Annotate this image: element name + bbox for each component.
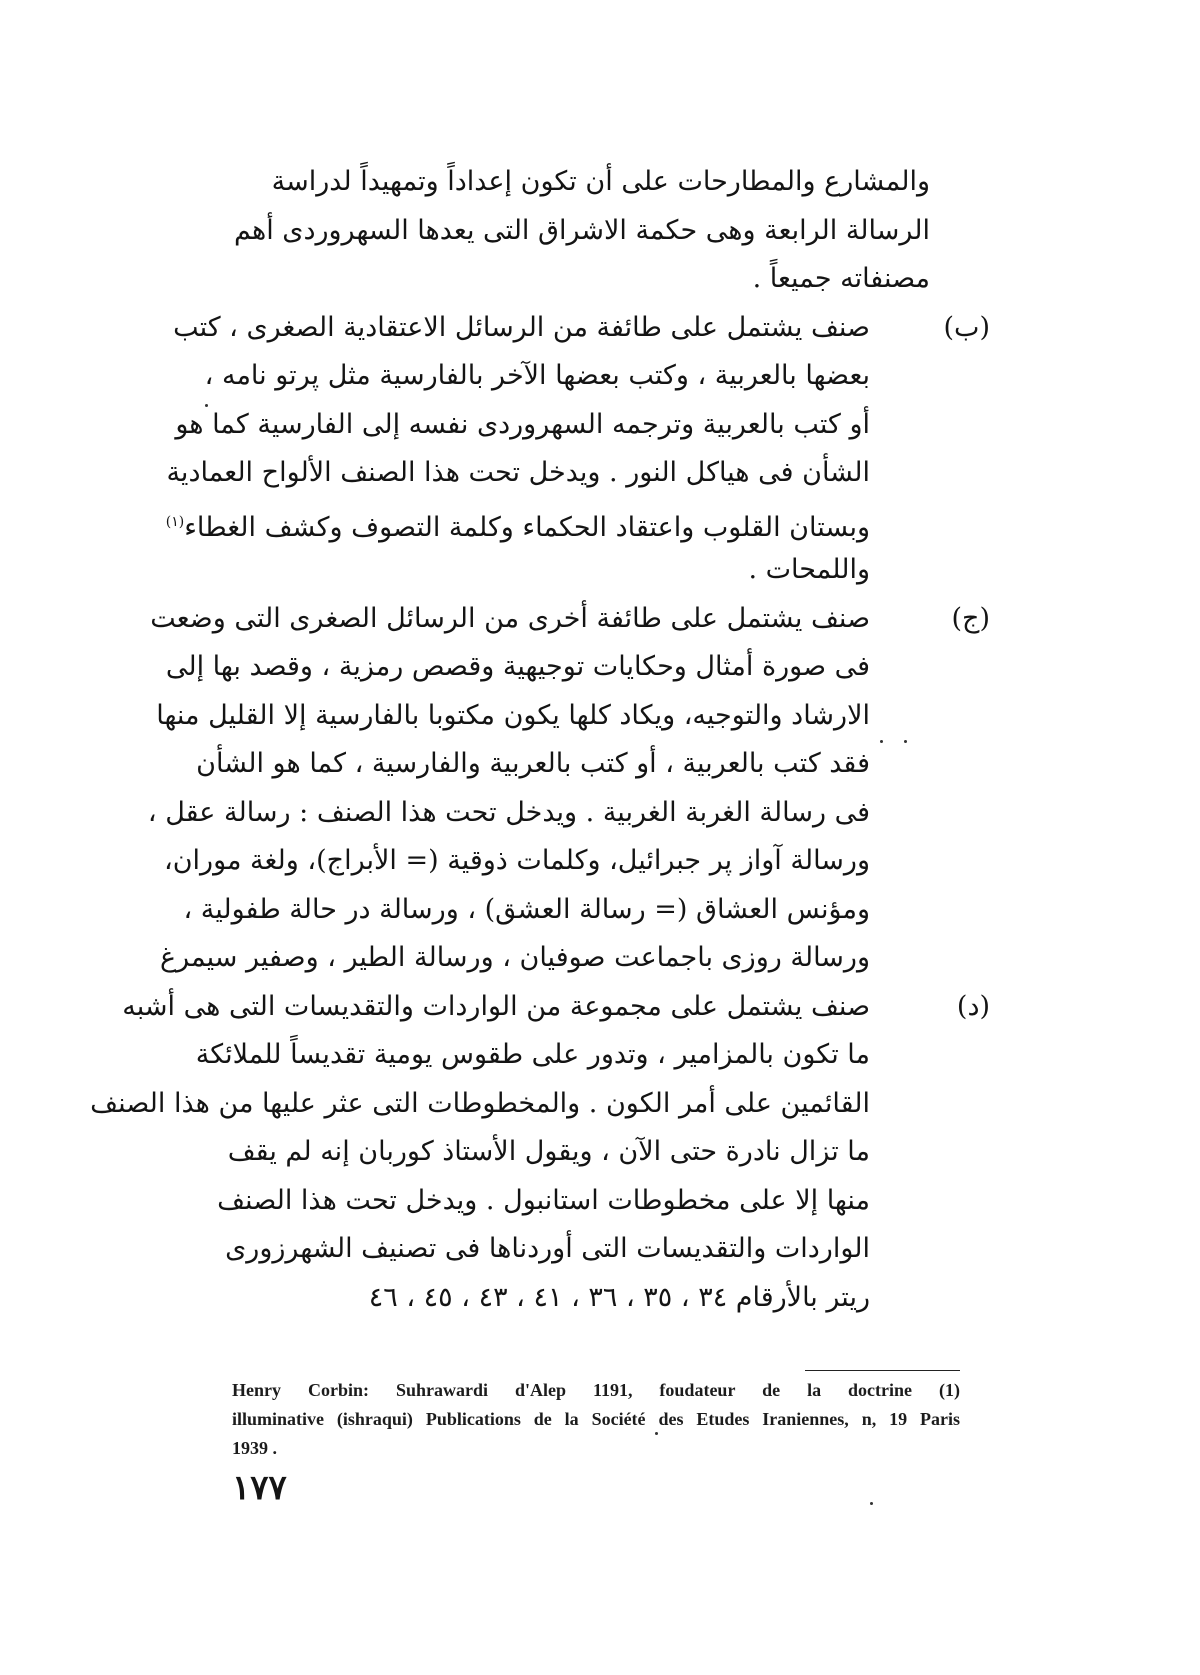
text-line: صنف يشتمل على طائفة أخرى من الرسائل الصغرى التى وضعت (150, 602, 870, 634)
scan-speck (655, 1432, 658, 1435)
text-line: صنف يشتمل على طائفة من الرسائل الاعتقادية الصغرى ، كتب (173, 311, 870, 343)
footnote-line: Henry Corbin: Suhrawardi d'Alep 1191, foudateur de la doctrine (1) (232, 1380, 960, 1400)
text-line: الواردات والتقديسات التى أوردناها فى تصنيف الشهرزورى (225, 1233, 870, 1264)
list-item-b (165, 304, 990, 595)
text-line: مصنفاته جميعاً . (752, 263, 930, 294)
body-text (90, 158, 990, 1322)
footnote (232, 1376, 960, 1463)
text-line: ورسالة آواز پر جبرائيل، وكلمات ذوقية (= الأبراج)، ولغة موران، (163, 845, 870, 876)
footnote-line: illuminative (ishraqui) Publications de la Société des Etudes Iraniennes, n, 19 Paris (232, 1409, 960, 1429)
scan-speck (205, 404, 208, 407)
text-line: ما تزال نادرة حتى الآن ، ويقول الأستاذ كوربان إنه لم يقف (227, 1136, 870, 1167)
text-line: والمشارع والمطارحات على أن تكون إعداداً وتمهيداً لدراسة (271, 166, 930, 197)
text-line: أو كتب بالعربية وترجمه السهروردى نفسه إلى الفارسية كما هو (175, 408, 870, 440)
text-line: الارشاد والتوجيه، ويكاد كلها يكون مكتوبا بالفارسية إلا القليل منها (156, 699, 870, 731)
text-line: بعضها بالعربية ، وكتب بعضها الآخر بالفارسية مثل پرتو نامه ، (204, 360, 870, 391)
scan-speck (870, 1502, 873, 1505)
text-line: صنف يشتمل على مجموعة من الواردات والتقديسات التى هى أشبه (122, 990, 870, 1022)
text-line: ريتر بالأرقام ٣٤ ، ٣٥ ، ٣٦ ، ٤١ ، ٤٣ ، ٤٥ ، ٤٦ (368, 1281, 870, 1313)
footnote-separator (805, 1370, 960, 1371)
text-line: الرسالة الرابعة وهى حكمة الاشراق التى يعدها السهروردى أهم (234, 214, 930, 246)
text-line: ما تكون بالمزامير ، وتدور على طقوس يومية تقديساً للملائكة (195, 1039, 870, 1070)
text-line: ومؤنس العشاق (= رسالة العشق) ، ورسالة در حالة طفولية ، (183, 893, 870, 925)
scan-speck (880, 740, 883, 743)
text-line: فقد كتب بالعربية ، أو كتب بالعربية والفارسية ، كما هو الشأن (196, 748, 870, 779)
text-line: واللمحات . (748, 554, 870, 585)
text-line: الشأن فى هياكل النور . ويدخل تحت هذا الصنف الألواح العمادية (166, 457, 870, 488)
item-marker: (د) (956, 990, 990, 1022)
list-item-d (90, 983, 990, 1323)
page-number: ١٧٧ (232, 1468, 287, 1508)
text-line-content: وبستان القلوب واعتقاد الحكماء وكلمة التصوف وكشف الغطاء (184, 511, 870, 543)
scan-speck (904, 740, 907, 743)
text-line: فى صورة أمثال وحكايات توجيهية وقصص رمزية ، وقصد بها إلى (165, 651, 870, 682)
item-marker: (ب) (943, 311, 990, 343)
text-line: ورسالة روزى باجماعت صوفيان ، ورسالة الطير ، وصفير سيمرغ (159, 942, 870, 973)
text-line: فى رسالة الغربة الغربية . ويدخل تحت هذا الصنف : رسالة عقل ، (147, 796, 870, 828)
footnote-line: 1939 . (232, 1438, 277, 1458)
text-line: منها إلا على مخطوطات استانبول . ويدخل تحت هذا الصنف (217, 1184, 870, 1216)
item-marker: (ج) (951, 602, 990, 634)
text-line: القائمين على أمر الكون . والمخطوطات التى عثر عليها من هذا الصنف (90, 1087, 870, 1119)
list-item-c (147, 595, 990, 983)
text-line (165, 498, 870, 547)
intro-paragraph (225, 158, 930, 304)
footnote-ref: (١) (165, 513, 185, 530)
